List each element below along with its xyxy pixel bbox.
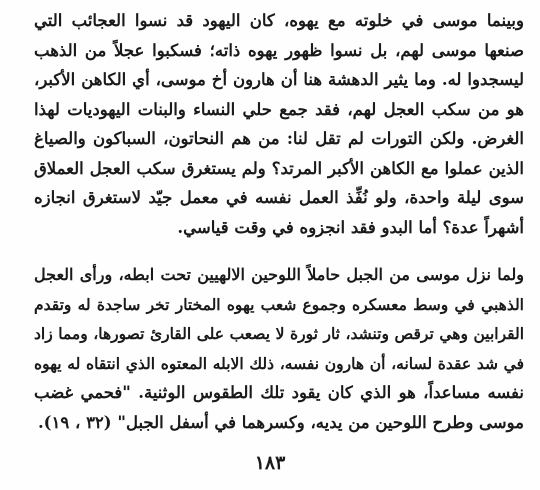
paragraph-line: ليسجدوا له. وما يثير الدهشة هنا أن هارون أخ موسى، أي الكاهن الأكبر، (34, 70, 524, 89)
paragraph-line: أشهراً عدة؟ أما البدو فقد انجزوه في وقت قياسي. (177, 217, 524, 237)
paragraph-line: الغرض. ولكن التورات لم تقل لنا: من هم النحاتون، السباكون والصياغ (34, 129, 524, 148)
paragraph-line: هو من سكب العجل لهم، فقد جمع حلي النساء والبنات اليهوديات لهذا (34, 99, 524, 119)
paragraph-line: في شد عقدة لسانه، أن هارون نفسه، ذلك الابله المعتوه الذي انتقاه له يهوه (34, 353, 524, 373)
paragraph-line: ولما نزل موسى من الجبل حاملاً اللوحين الالهيين تحت ابطه، ورأى العجل (34, 265, 524, 284)
paragraph-2 (34, 260, 524, 437)
paragraph-line: نفسه مساعداً، هو الذي كان يقود تلك الطقوس الوثنية. "فحمي غضب (34, 383, 524, 402)
paragraph-line: القرابين وهي ترقص وتنشد، ثار ثورة لا يصعب على القارئ تصورها، ومما زاد (34, 324, 524, 343)
paragraph-line: موسى وطرح اللوحين من يديه، وكسرهما في أسفل الجبل" (٣٢ ، ١٩). (37, 412, 524, 432)
paragraph-line: الذهبي في وسط معسكره وجموع شعب يهوه المختار تخر ساجدة له وتقدم (34, 294, 524, 314)
paragraph-line: الذين عملوا مع الكاهن الأكبر المرتد؟ ولم يستغرق سكب العجل العملاق (34, 158, 524, 178)
paragraph-1 (34, 6, 524, 242)
paragraph-line: صنعها موسى لهم، بل نسوا ظهور يهوه ذاته؛ فسكبوا عجلاً من الذهب (34, 40, 524, 60)
paragraph-line: وبينما موسى في خلوته مع يهوه، كان اليهود قد نسوا العجائب التي (34, 11, 524, 30)
page-number: ١٨٣ (254, 452, 286, 474)
paragraph-line: سوى ليلة واحدة، ولو نُفِّذ العمل نفسه في معمل جيّد لاستغرق انجازه (34, 188, 524, 207)
